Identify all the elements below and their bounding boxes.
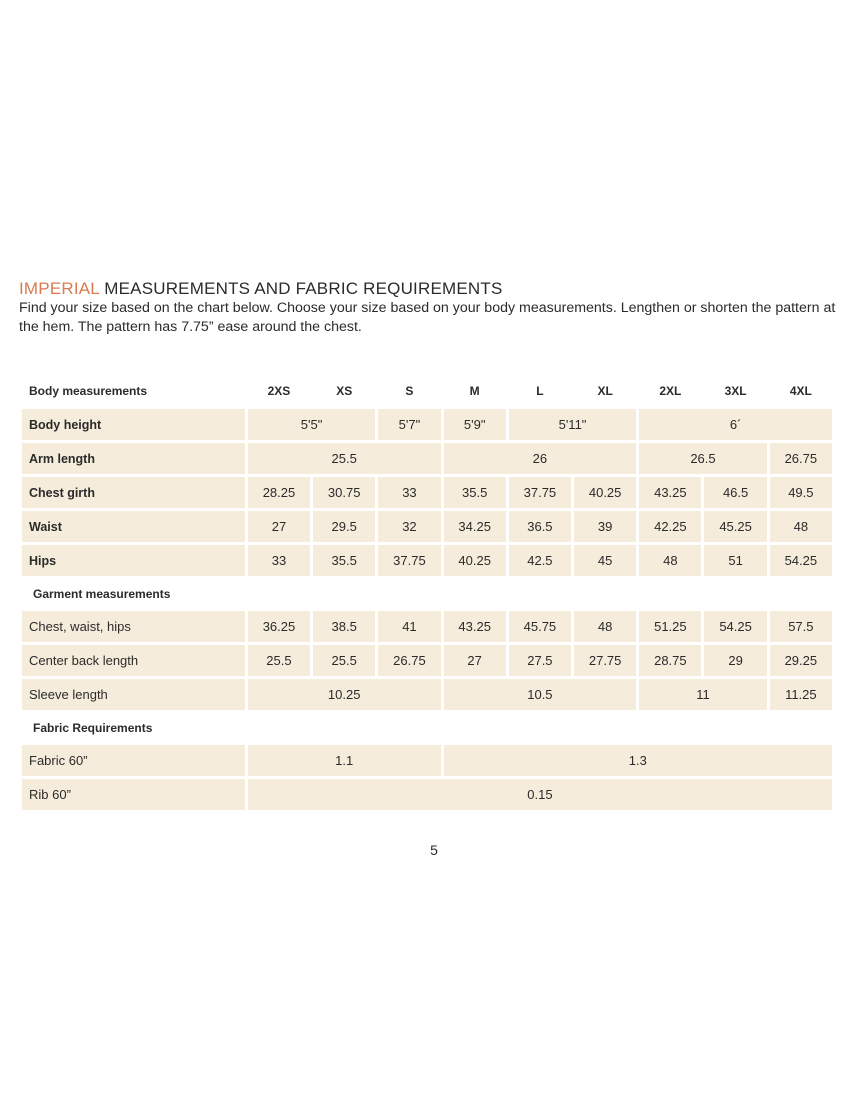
page-title bbox=[19, 279, 503, 299]
body-height-row bbox=[22, 409, 832, 440]
size-header-row bbox=[22, 376, 832, 406]
table-cell: 43.25 bbox=[444, 611, 506, 642]
size-xs: XS bbox=[336, 384, 353, 398]
table-cell: 42.5 bbox=[509, 545, 571, 576]
row-label: Center back length bbox=[22, 645, 245, 676]
table-cell: 27 bbox=[444, 645, 506, 676]
table-cell: 27.5 bbox=[509, 645, 571, 676]
table-cell: 25.5 bbox=[248, 645, 310, 676]
table-cell: 26.5 bbox=[639, 443, 766, 474]
table-cell: 34.25 bbox=[444, 511, 506, 542]
table-cell: 5'7" bbox=[378, 409, 440, 440]
table-cell: 32 bbox=[378, 511, 440, 542]
table-cell: 1.1 bbox=[248, 745, 441, 776]
table-cell: 48 bbox=[574, 611, 636, 642]
table-cell: 54.25 bbox=[704, 611, 766, 642]
chest-girth-row bbox=[22, 477, 832, 508]
table-cell: 26 bbox=[444, 443, 637, 474]
table-cell: 33 bbox=[248, 545, 310, 576]
size-3xl: 3XL bbox=[724, 384, 747, 398]
waist-row bbox=[22, 511, 832, 542]
page-number: 5 bbox=[430, 842, 438, 858]
header-label: Body measurements bbox=[29, 384, 148, 398]
table-cell: 5'5" bbox=[248, 409, 375, 440]
row-label: Body height bbox=[22, 409, 245, 440]
table-cell: 6´ bbox=[639, 409, 832, 440]
table-cell: 5'11" bbox=[509, 409, 636, 440]
fabric-60-row bbox=[22, 745, 832, 776]
row-label: Arm length bbox=[22, 443, 245, 474]
table-cell: 42.25 bbox=[639, 511, 701, 542]
table-cell: 28.25 bbox=[248, 477, 310, 508]
row-label: Hips bbox=[22, 545, 245, 576]
sleeve-length-row bbox=[22, 679, 832, 710]
table-cell: 36.25 bbox=[248, 611, 310, 642]
table-cell: 29 bbox=[704, 645, 766, 676]
center-back-length-row bbox=[22, 645, 832, 676]
size-l: L bbox=[536, 384, 544, 398]
table-cell: 41 bbox=[378, 611, 440, 642]
table-cell: 43.25 bbox=[639, 477, 701, 508]
table-cell: 36.5 bbox=[509, 511, 571, 542]
row-label: Waist bbox=[22, 511, 245, 542]
size-s: S bbox=[405, 384, 414, 398]
table-cell: 48 bbox=[639, 545, 701, 576]
table-cell: 29.5 bbox=[313, 511, 375, 542]
size-4xl: 4XL bbox=[789, 384, 812, 398]
size-chart-table bbox=[19, 373, 835, 813]
table-cell: 25.5 bbox=[248, 443, 441, 474]
title-accent: IMPERIAL bbox=[19, 279, 100, 298]
table-cell: 5'9" bbox=[444, 409, 506, 440]
fabric-section-row bbox=[22, 713, 832, 742]
chest-waist-hips-row bbox=[22, 611, 832, 642]
table-cell: 57.5 bbox=[770, 611, 832, 642]
table-cell: 48 bbox=[770, 511, 832, 542]
size-2xl: 2XL bbox=[659, 384, 682, 398]
table-cell: 38.5 bbox=[313, 611, 375, 642]
table-cell: 45.25 bbox=[704, 511, 766, 542]
table-cell: 27 bbox=[248, 511, 310, 542]
section-heading-fabric: Fabric Requirements bbox=[33, 720, 153, 735]
size-m: M bbox=[469, 384, 480, 398]
table-cell: 30.75 bbox=[313, 477, 375, 508]
table-cell: 37.75 bbox=[509, 477, 571, 508]
table-cell: 10.25 bbox=[248, 679, 441, 710]
table-cell: 54.25 bbox=[770, 545, 832, 576]
table-cell: 25.5 bbox=[313, 645, 375, 676]
table-cell: 35.5 bbox=[313, 545, 375, 576]
row-label: Sleeve length bbox=[22, 679, 245, 710]
size-2xs: 2XS bbox=[267, 384, 291, 398]
garment-section-row bbox=[22, 579, 832, 608]
rib-60-row bbox=[22, 779, 832, 810]
section-heading-garment: Garment measurements bbox=[33, 586, 171, 601]
table-cell: 11 bbox=[639, 679, 766, 710]
row-label: Chest girth bbox=[22, 477, 245, 508]
table-cell: 45 bbox=[574, 545, 636, 576]
table-cell: 49.5 bbox=[770, 477, 832, 508]
table-cell: 35.5 bbox=[444, 477, 506, 508]
hips-row bbox=[22, 545, 832, 576]
table-cell: 10.5 bbox=[444, 679, 637, 710]
row-label: Fabric 60” bbox=[22, 745, 245, 776]
table-cell: 37.75 bbox=[378, 545, 440, 576]
table-cell: 39 bbox=[574, 511, 636, 542]
table-cell: 45.75 bbox=[509, 611, 571, 642]
arm-length-row bbox=[22, 443, 832, 474]
title-rest: MEASUREMENTS AND FABRIC REQUIREMENTS bbox=[99, 279, 503, 298]
table-cell: 0.15 bbox=[248, 779, 832, 810]
row-label: Chest, waist, hips bbox=[22, 611, 245, 642]
table-cell: 1.3 bbox=[444, 745, 832, 776]
table-cell: 40.25 bbox=[574, 477, 636, 508]
table-cell: 26.75 bbox=[770, 443, 832, 474]
table-cell: 51 bbox=[704, 545, 766, 576]
table-cell: 29.25 bbox=[770, 645, 832, 676]
table-cell: 51.25 bbox=[639, 611, 701, 642]
table-cell: 46.5 bbox=[704, 477, 766, 508]
size-xl: XL bbox=[597, 384, 613, 398]
table-cell: 28.75 bbox=[639, 645, 701, 676]
table-cell: 26.75 bbox=[378, 645, 440, 676]
table-cell: 40.25 bbox=[444, 545, 506, 576]
intro-text: Find your size based on the chart below. Choose your size based on your body measurements. Lengthen or shorten the pattern at the hem. The pattern has 7.75” ease around the chest. bbox=[19, 300, 836, 335]
table-cell: 33 bbox=[378, 477, 440, 508]
table-cell: 27.75 bbox=[574, 645, 636, 676]
table-cell: 11.25 bbox=[770, 679, 832, 710]
row-label: Rib 60” bbox=[22, 779, 245, 810]
